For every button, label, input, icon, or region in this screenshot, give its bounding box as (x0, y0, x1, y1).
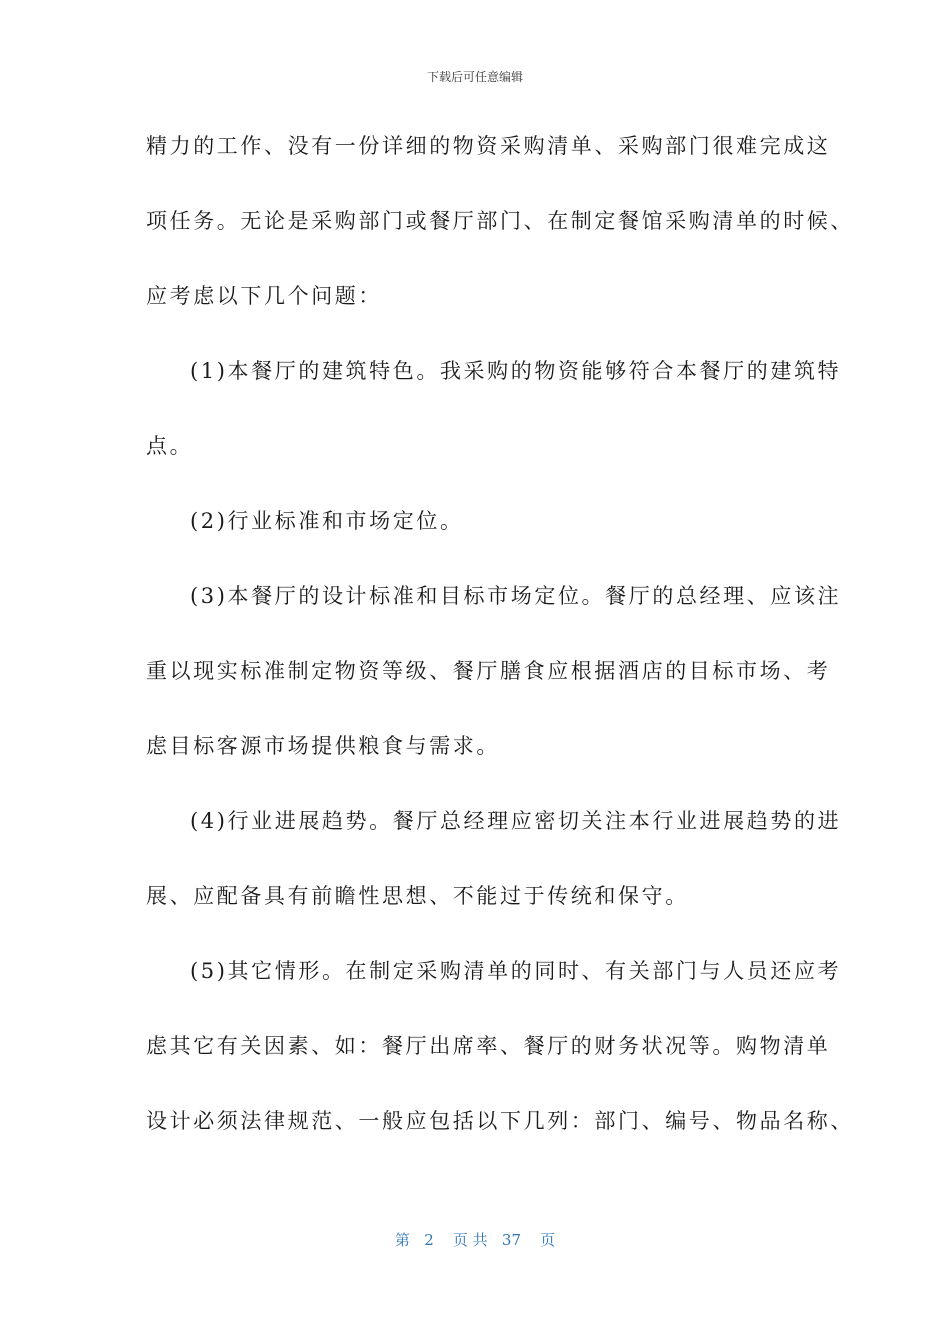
list-item-1: (1)本餐厅的建筑特色。我采购的物资能够符合本餐厅的建筑特 (190, 359, 842, 383)
current-page-number: 2 (424, 1231, 434, 1249)
footer-middle: 页 共 (452, 1231, 488, 1249)
body-line: 展、应配备具有前瞻性思想、不能过于传统和保守。 (146, 884, 689, 908)
list-item-3: (3)本餐厅的设计标准和目标市场定位。餐厅的总经理、应该注 (190, 584, 842, 608)
body-line: 重以现实标准制定物资等级、餐厅膳食应根据酒店的目标市场、考 (146, 659, 831, 683)
footer-suffix: 页 (540, 1231, 556, 1249)
list-item-2: (2)行业标准和市场定位。 (190, 509, 464, 533)
total-pages-number: 37 (501, 1231, 522, 1249)
body-line: 虑目标客源市场提供粮食与需求。 (146, 734, 500, 758)
body-line: 项任务。无论是采购部门或餐厅部门、在制定餐馆采购清单的时候、 (146, 209, 854, 233)
body-line: 设计必须法律规范、一般应包括以下几列：部门、编号、物品名称、 (146, 1109, 854, 1133)
body-line: 虑其它有关因素、如：餐厅出席率、餐厅的财务状况等。购物清单 (146, 1034, 831, 1058)
list-item-4: (4)行业进展趋势。餐厅总经理应密切关注本行业进展趋势的进 (190, 809, 842, 833)
body-line: 精力的工作、没有一份详细的物资采购清单、采购部门很难完成这 (146, 134, 831, 158)
list-item-5: (5)其它情形。在制定采购清单的同时、有关部门与人员还应考 (190, 959, 842, 983)
body-line: 点。 (146, 434, 194, 458)
document-body (146, 128, 854, 1178)
page-number-footer (0, 1229, 950, 1250)
page-header: 下载后可任意编辑 (426, 70, 523, 84)
body-line: 应考虑以下几个问题： (146, 284, 382, 308)
footer-prefix: 第 (394, 1231, 410, 1249)
